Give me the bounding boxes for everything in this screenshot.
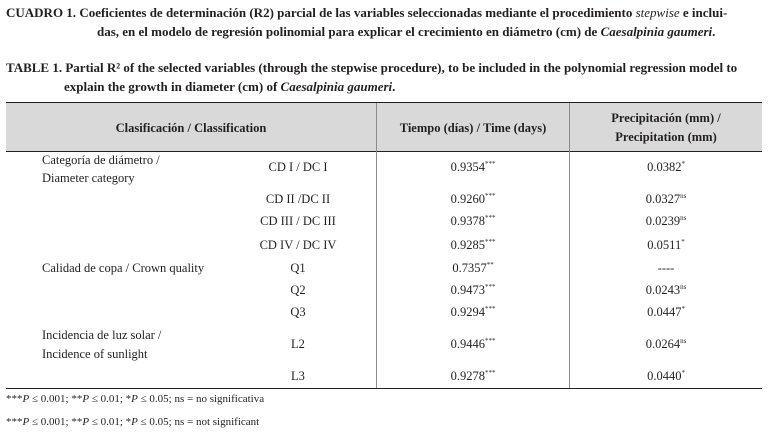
caption-es-text-1: Coeficientes de determinación (R2) parcial de las variables seleccionadas mediante el procedimiento [79,5,633,20]
group-label-diameter-2: Diameter category [42,171,135,185]
caption-en-species: Caesalpinia gaumeri [280,79,393,94]
row-4-time-significance: ** [486,261,494,269]
group-label-diameter-1: Categoría de diámetro / [42,153,160,167]
footnote-en-p2: P [82,416,90,428]
row-2-class [230,212,366,230]
caption-en-line-2 [6,77,762,96]
row-2-time-significance: *** [484,214,496,222]
row-8-class-value: L3 [291,369,305,383]
row-1-precip-significance: ns [680,192,687,200]
row-8-time [377,367,569,385]
row-1-precip [570,190,762,208]
footnote-spanish [6,392,264,406]
row-0-precip-value: 0.0382 [647,160,682,174]
row-1-time-value: 0.9260 [450,192,485,206]
group-label-sunlight-2: Incidence of sunlight [42,347,148,361]
row-0-time-significance: *** [484,160,496,168]
footnote-en-t3: ≤ 0.05; ns = not significant [137,416,260,428]
row-8-time-significance: *** [484,369,496,377]
caption-en-label: TABLE 1. [6,60,63,75]
row-7-time-value: 0.9446 [450,337,485,351]
caption-en-text-2: explain the growth in diameter (cm) of [64,79,278,94]
row-8-class [230,367,366,385]
caption-spanish [6,3,762,41]
table-top-rule [6,102,762,103]
row-1-precip-value: 0.0327 [645,192,681,206]
row-7-class [230,335,366,353]
row-6-class [230,303,366,321]
row-5-precip [570,281,762,299]
footnote-es-t1: ≤ 0.001; ** [29,393,83,405]
header-precip-line-1: Precipitación (mm) / [611,111,721,125]
row-3-precip [570,236,762,254]
row-2-precip [570,212,762,230]
row-2-class-value: CD III / DC III [260,214,336,228]
row-8-precip [570,367,762,385]
group-label-sunlight-1: Incidencia de luz solar / [42,328,162,342]
row-4-class [230,259,366,277]
row-5-precip-significance: ns [680,283,687,291]
header-classification: Clasificación / Classification [115,121,267,135]
row-0-class-value: CD I / DC I [268,160,328,174]
row-3-time-value: 0.9285 [450,238,485,252]
caption-es-italic: stepwise [635,5,680,20]
footnote-es-p3: P [131,393,138,405]
row-5-time-significance: *** [484,283,496,291]
row-0-time-value: 0.9354 [450,160,485,174]
table-bottom-rule [6,388,762,389]
row-6-precip-significance: * [681,305,685,313]
row-2-precip-value: 0.0239 [645,214,681,228]
row-5-time-value: 0.9473 [450,283,485,297]
row-7-time-significance: *** [484,337,496,345]
caption-en-end: . [392,79,396,94]
row-3-precip-value: 0.0511 [647,238,682,252]
row-7-precip [570,335,762,353]
caption-es-text-2: das, en el modelo de regresión polinomial para explicar el crecimiento en diámetro (cm) de [97,24,598,39]
row-6-precip-value: 0.0447 [647,305,682,319]
row-0-precip-significance: * [681,160,685,168]
caption-es-label: CUADRO 1. [6,5,77,20]
row-3-time [377,236,569,254]
row-7-precip-value: 0.0264 [645,337,681,351]
row-1-class-value: CD II /DC II [265,192,331,206]
footnote-es-stars: *** [6,393,23,405]
row-5-time [377,281,569,299]
footnote-en-t2: ≤ 0.01; * [89,416,132,428]
row-3-class [230,236,366,254]
row-4-time-value: 0.7357 [452,261,487,275]
row-3-class-value: CD IV / DC IV [259,238,337,252]
row-6-precip [570,303,762,321]
row-6-time-significance: *** [484,305,496,313]
row-1-class [230,190,366,208]
footnote-en-stars: *** [6,416,23,428]
row-4-precip [570,259,762,277]
row-8-precip-value: 0.0440 [647,369,682,383]
row-7-precip-significance: ns [680,337,687,345]
group-label-crown: Calidad de copa / Crown quality [42,261,205,275]
caption-es-text-1-end: e inclui- [682,5,728,20]
row-3-time-significance: *** [484,238,496,246]
footnote-en-p1: P [22,416,30,428]
row-5-class [230,281,366,299]
row-6-time [377,303,569,321]
row-7-class-value: L2 [291,337,305,351]
row-6-time-value: 0.9294 [450,305,485,319]
row-7-time [377,335,569,353]
footnote-en-t1: ≤ 0.001; ** [29,416,83,428]
row-0-time [377,158,569,176]
caption-es-end: . [712,24,716,39]
footnote-english [6,415,259,429]
caption-en-text-1: Partial R² of the selected variables (through the stepwise procedure), to be included in the polynomial regression model to [65,60,738,75]
footnote-en-p3: P [131,416,138,428]
row-0-class [230,158,366,176]
row-3-precip-significance: * [681,238,685,246]
row-4-class-value: Q1 [290,261,306,275]
header-time: Tiempo (días) / Time (days) [399,121,547,135]
row-8-time-value: 0.9278 [450,369,485,383]
caption-es-line-2 [6,22,762,41]
row-2-time-value: 0.9378 [450,214,485,228]
row-1-time-significance: *** [484,192,496,200]
footnote-es-t2: ≤ 0.01; * [89,393,132,405]
row-2-precip-significance: ns [680,214,687,222]
row-5-precip-value: 0.0243 [645,283,681,297]
row-2-time [377,212,569,230]
header-precip-line-2: Precipitation (mm) [615,130,717,144]
row-6-class-value: Q3 [290,305,306,319]
caption-english [6,58,762,96]
caption-es-species: Caesalpinia gaumeri [600,24,713,39]
row-8-precip-significance: * [681,369,685,377]
row-4-precip-value: ---- [657,261,675,275]
row-1-time [377,190,569,208]
row-5-class-value: Q2 [290,283,306,297]
row-4-time [377,259,569,277]
row-0-precip [570,158,762,176]
footnote-es-p2: P [82,393,90,405]
footnote-es-t3: ≤ 0.05; ns = no significativa [137,393,265,405]
footnote-es-p1: P [22,393,30,405]
